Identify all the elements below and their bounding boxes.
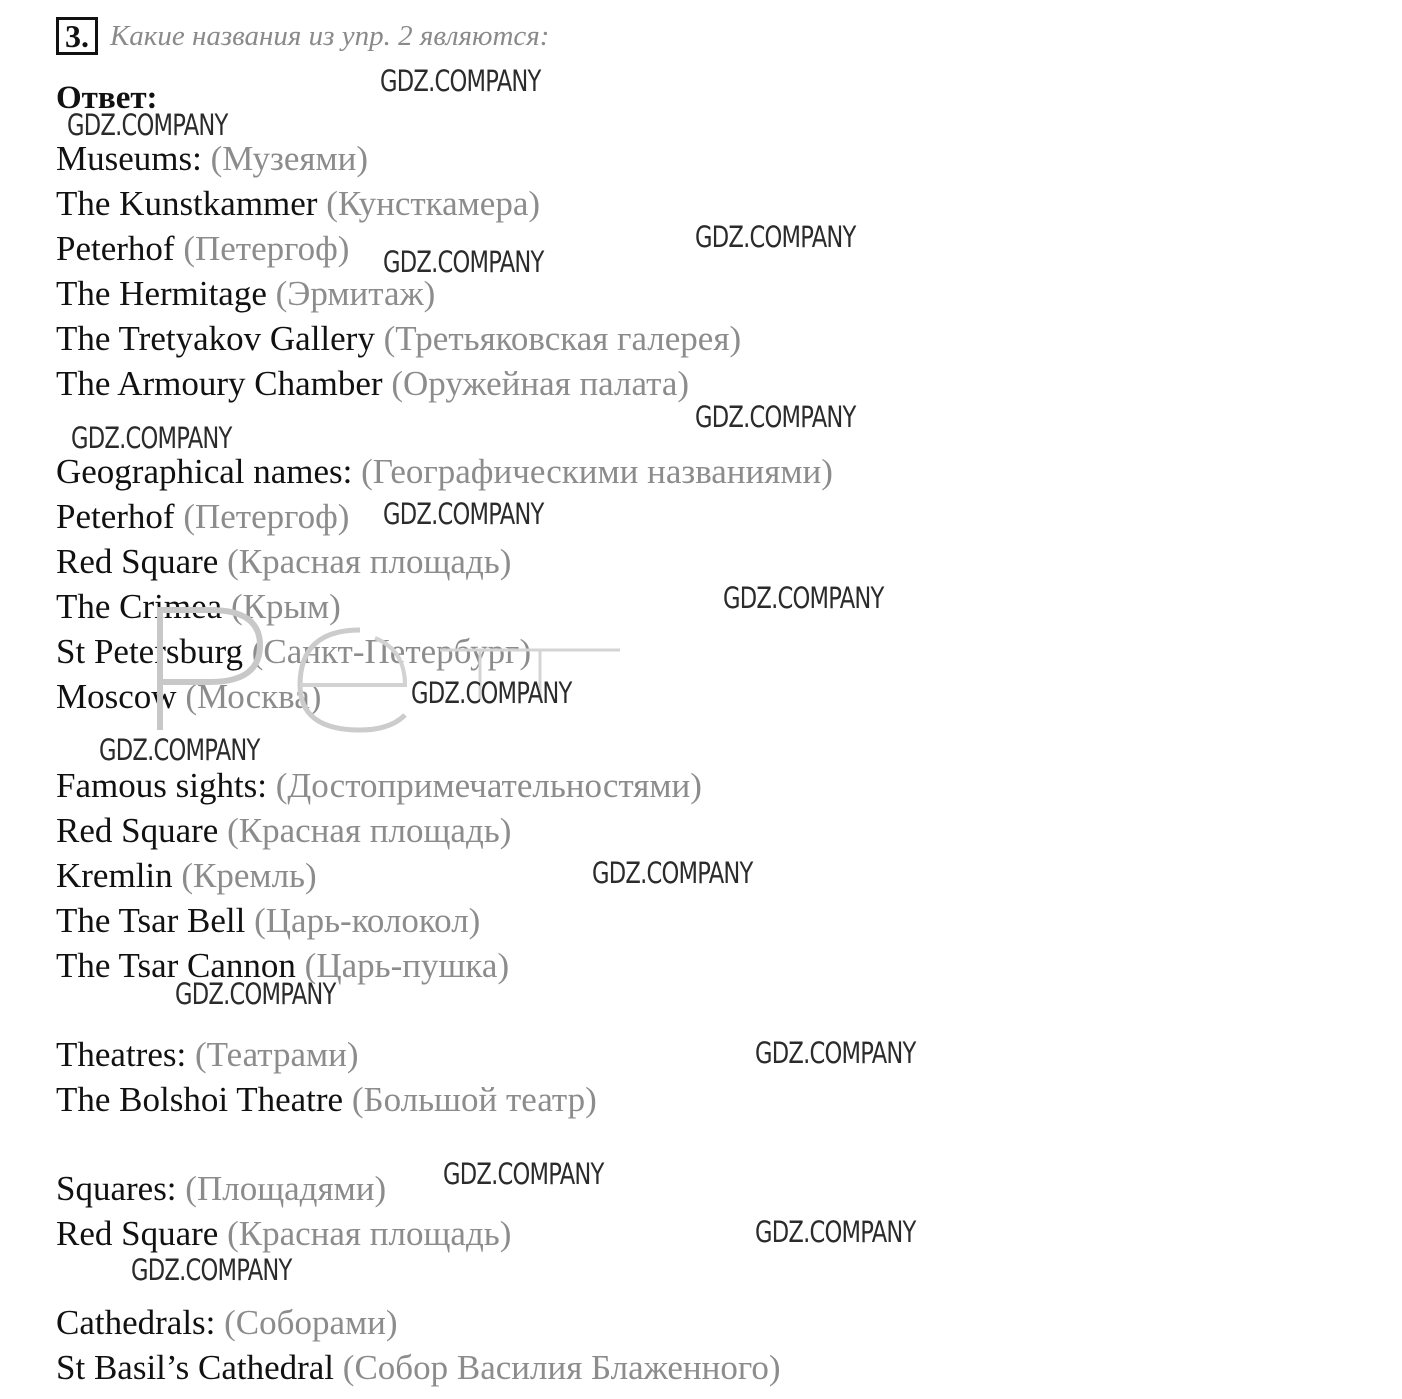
watermark-text: GDZ.COMPANY bbox=[755, 1215, 916, 1249]
line-en: St Basil’s Cathedral bbox=[56, 1348, 335, 1387]
line-en: Red Square bbox=[56, 811, 219, 850]
line-ru: (Музеями) bbox=[210, 139, 369, 178]
line-ru: (Собор Василия Блаженного) bbox=[342, 1348, 781, 1387]
line-ru: (Географическими названиями) bbox=[361, 452, 833, 491]
category-squares bbox=[56, 1168, 386, 1210]
watermark-text: GDZ.COMPANY bbox=[175, 977, 336, 1011]
line-ru: (Царь-колокол) bbox=[254, 901, 481, 940]
list-item bbox=[56, 363, 689, 405]
line-en: Red Square bbox=[56, 542, 219, 581]
watermark-text: GDZ.COMPANY bbox=[411, 676, 572, 710]
watermark-text: GDZ.COMPANY bbox=[383, 245, 544, 279]
line-en: Peterhof bbox=[56, 229, 175, 268]
line-ru: (Театрами) bbox=[194, 1035, 359, 1074]
exercise-header bbox=[56, 14, 549, 58]
category-theatres bbox=[56, 1034, 359, 1076]
line-ru: (Санкт-Петербург) bbox=[251, 632, 532, 671]
answer-label: Ответ: bbox=[56, 80, 158, 116]
line-ru: (Крым) bbox=[230, 587, 341, 626]
list-item bbox=[56, 183, 540, 225]
line-ru: (Соборами) bbox=[224, 1303, 398, 1342]
line-ru: (Царь-пушка) bbox=[304, 946, 510, 985]
watermark-text: GDZ.COMPANY bbox=[592, 856, 753, 890]
list-item bbox=[56, 541, 511, 583]
line-ru: (Кунсткамера) bbox=[326, 184, 541, 223]
category-museums bbox=[56, 138, 368, 180]
category-famous-sights bbox=[56, 765, 702, 807]
list-item bbox=[56, 1079, 597, 1121]
list-item bbox=[56, 1347, 781, 1389]
line-ru: (Третьяковская галерея) bbox=[383, 319, 742, 358]
line-en: The Kunstkammer bbox=[56, 184, 318, 223]
line-en: Peterhof bbox=[56, 497, 175, 536]
watermark-text: GDZ.COMPANY bbox=[695, 400, 856, 434]
watermark-text: GDZ.COMPANY bbox=[380, 64, 541, 98]
watermark-text: GDZ.COMPANY bbox=[755, 1036, 916, 1070]
line-ru: (Красная площадь) bbox=[227, 811, 512, 850]
line-en: Famous sights: bbox=[56, 766, 268, 805]
line-ru: (Достопримечательностями) bbox=[275, 766, 702, 805]
line-ru: (Кремль) bbox=[181, 856, 317, 895]
list-item bbox=[56, 855, 317, 897]
line-ru: (Красная площадь) bbox=[227, 1214, 512, 1253]
exercise-number: 3. bbox=[56, 17, 98, 55]
line-ru: (Площадями) bbox=[185, 1169, 387, 1208]
line-ru: (Петергоф) bbox=[183, 497, 350, 536]
watermark-text: GDZ.COMPANY bbox=[67, 108, 228, 142]
list-item bbox=[56, 496, 349, 538]
line-en: Moscow bbox=[56, 677, 177, 716]
exercise-prompt: Какие названия из упр. 2 являются: bbox=[110, 19, 550, 52]
line-en: Geographical names: bbox=[56, 452, 353, 491]
watermark-text: GDZ.COMPANY bbox=[723, 581, 884, 615]
line-en: Squares: bbox=[56, 1169, 177, 1208]
line-en: Museums: bbox=[56, 139, 202, 178]
line-en: Kremlin bbox=[56, 856, 173, 895]
watermark-text: GDZ.COMPANY bbox=[71, 421, 232, 455]
watermark-text: GDZ.COMPANY bbox=[443, 1157, 604, 1191]
list-item bbox=[56, 631, 531, 673]
watermark-text: GDZ.COMPANY bbox=[695, 220, 856, 254]
line-ru: (Красная площадь) bbox=[227, 542, 512, 581]
watermark-text: GDZ.COMPANY bbox=[131, 1253, 292, 1287]
list-item bbox=[56, 676, 321, 718]
category-cathedrals bbox=[56, 1302, 398, 1344]
list-item bbox=[56, 318, 741, 360]
line-en: The Armoury Chamber bbox=[56, 364, 383, 403]
list-item bbox=[56, 228, 349, 270]
line-ru: (Оружейная палата) bbox=[391, 364, 690, 403]
list-item bbox=[56, 273, 435, 315]
line-en: The Crimea bbox=[56, 587, 223, 626]
line-en: St Petersburg bbox=[56, 632, 243, 671]
line-en: Red Square bbox=[56, 1214, 219, 1253]
list-item bbox=[56, 900, 480, 942]
watermark-text: GDZ.COMPANY bbox=[99, 733, 260, 767]
line-ru: (Москва) bbox=[185, 677, 322, 716]
list-item bbox=[56, 586, 341, 628]
category-geographical-names bbox=[56, 451, 833, 493]
line-en: The Tsar Bell bbox=[56, 901, 246, 940]
line-ru: (Эрмитаж) bbox=[275, 274, 436, 313]
line-ru: (Большой театр) bbox=[351, 1080, 597, 1119]
line-en: Cathedrals: bbox=[56, 1303, 216, 1342]
line-en: The Hermitage bbox=[56, 274, 267, 313]
line-en: The Bolshoi Theatre bbox=[56, 1080, 344, 1119]
list-item bbox=[56, 1213, 511, 1255]
line-en: Theatres: bbox=[56, 1035, 187, 1074]
list-item bbox=[56, 810, 511, 852]
line-ru: (Петергоф) bbox=[183, 229, 350, 268]
line-en: The Tsar Cannon bbox=[56, 946, 296, 985]
watermark-text: GDZ.COMPANY bbox=[383, 497, 544, 531]
line-en: The Tretyakov Gallery bbox=[56, 319, 375, 358]
